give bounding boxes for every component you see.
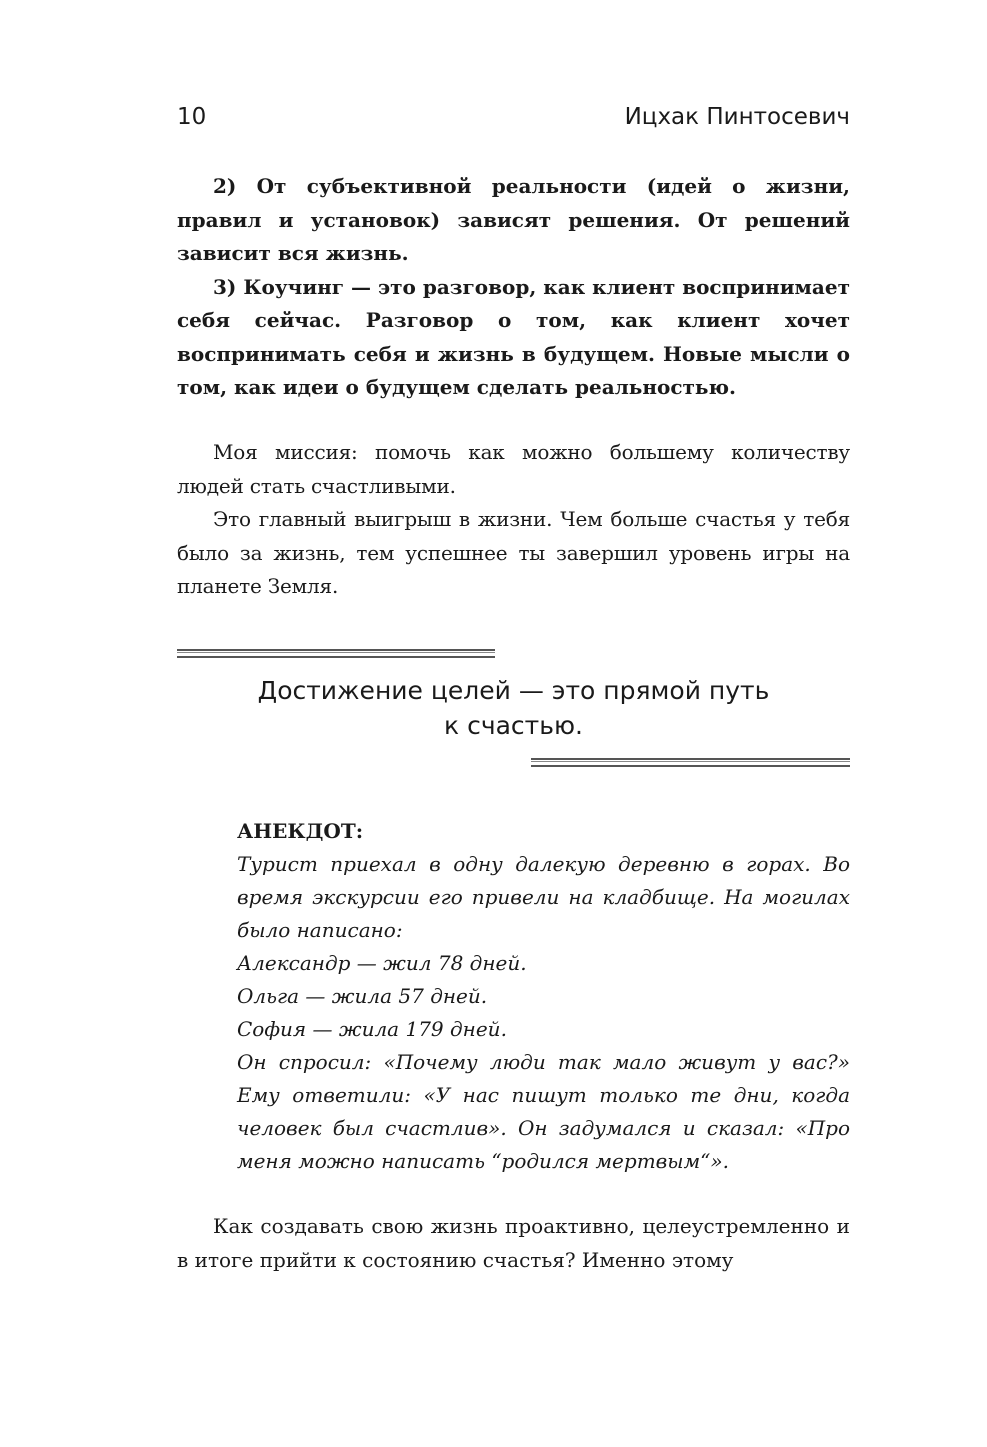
closing-section — [177, 1210, 850, 1277]
anecdote-line: Турист приехал в одну далекую деревню в горах. Во время экскурсии его привели на кладбище. На могилах было написано: — [237, 852, 850, 942]
heading-rule-top — [177, 649, 495, 658]
page-number: 10 — [177, 104, 207, 130]
anecdote-line: Он спросил: «Почему люди так мало живут у вас?» Ему ответили: «У нас пишут только те дни, когда человек был счастлив». Он задумался и сказал: «Про меня можно написать “родился мертвым“». — [237, 1050, 850, 1173]
heading-rule-bottom — [531, 758, 850, 767]
anecdote-line: Александр — жил 78 дней. — [237, 951, 527, 975]
section-heading — [177, 673, 850, 743]
anecdote-block — [237, 815, 850, 1178]
section-heading-line: к счастью. — [444, 711, 583, 740]
anecdote-line: Ольга — жила 57 дней. — [237, 984, 488, 1008]
key-points — [177, 170, 850, 405]
page-header — [177, 104, 850, 138]
anecdote-title: АНЕКДОТ: — [237, 819, 364, 843]
section-heading-line: Достижение целей — это прямой путь — [257, 676, 770, 705]
mission-paragraph: Моя миссия: помочь как можно большему количеству людей стать счастливыми. — [177, 440, 850, 498]
anecdote-line: София — жила 179 дней. — [237, 1017, 507, 1041]
mission-paragraph: Это главный выигрыш в жизни. Чем больше счастья у тебя было за жизнь, тем успешнее ты завершил уровень игры на планете Земля. — [177, 507, 850, 598]
point-3: 3) Коучинг — это разговор, как клиент воспринимает себя сейчас. Разговор о том, как клиент хочет воспринимать себя и жизнь в будущем. Новые мысли о том, как идеи о будущем сделать реальностью. — [177, 274, 850, 399]
point-2: 2) От субъективной реальности (идей о жизни, правил и установок) зависят решения. От решений зависит вся жизнь. — [177, 174, 850, 265]
mission-section — [177, 436, 850, 604]
closing-paragraph: Как создавать свою жизнь проактивно, целеустремленно и в итоге прийти к состоянию счастья? Именно этому — [177, 1214, 850, 1272]
running-head-author: Ицхак Пинтосевич — [624, 104, 850, 130]
